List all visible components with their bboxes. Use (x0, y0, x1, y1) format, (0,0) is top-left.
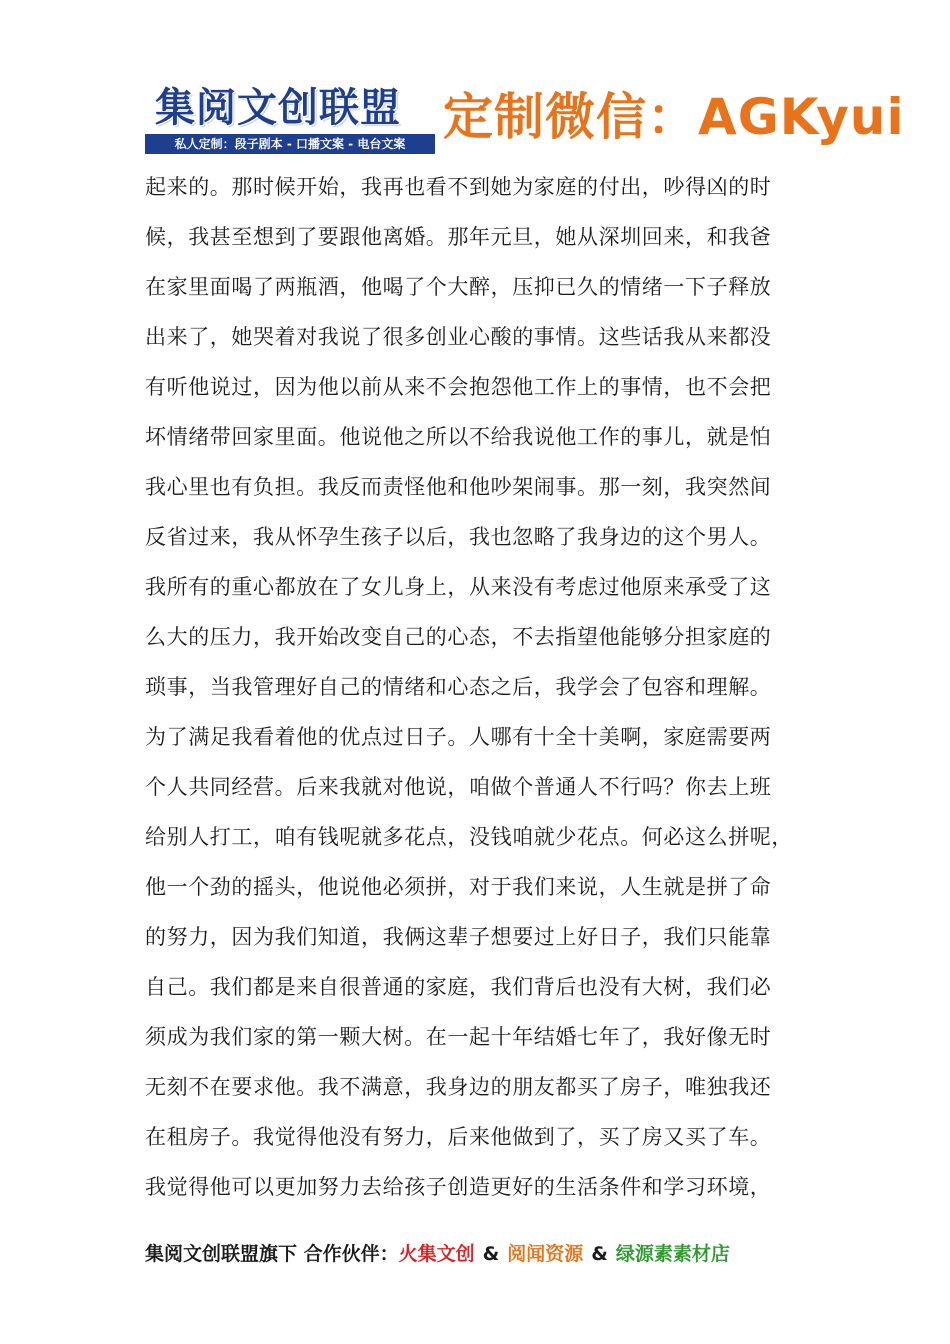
text-line: 的努力，因为我们知道，我俩这辈子想要过上好日子，我们只能靠 (145, 925, 772, 949)
text-line: 我所有的重心都放在了女儿身上，从来没有考虑过他原来承受了这 (145, 575, 772, 599)
text-line: 琐事，当我管理好自己的情绪和心态之后，我学会了包容和理解。 (145, 675, 772, 699)
text-line: 自己。我们都是来自很普通的家庭，我们背后也没有大树，我们必 (145, 975, 772, 999)
text-line: 给别人打工，咱有钱呢就多花点，没钱咱就少花点。何必这么拼呢， (145, 825, 793, 849)
partner-link-1[interactable]: 火集文创 (398, 1243, 475, 1265)
text-line: 他一个劲的摇头，他说他必须拼，对于我们来说，人生就是拼了命 (145, 875, 772, 899)
text-line: 须成为我们家的第一颗大树。在一起十年结婚七年了，我好像无时 (145, 1025, 772, 1049)
footer-ampersand: & (482, 1243, 500, 1265)
article-body (145, 162, 835, 1212)
footer-prefix: 集阅文创联盟旗下 合作伙伴： (145, 1243, 399, 1265)
text-line: 在家里面喝了两瓶酒，他喝了个大醉，压抑已久的情绪一下子释放 (145, 275, 772, 299)
partner-link-2[interactable]: 阅闻资源 (507, 1243, 584, 1265)
footer-partners (145, 1236, 845, 1272)
text-line: 出来了，她哭着对我说了很多创业心酸的事情。这些话我从来都没 (145, 325, 772, 349)
wechat-contact: 定制微信：AGKyui (443, 88, 905, 146)
logo (145, 82, 435, 154)
text-line: 么大的压力，我开始改变自己的心态，不去指望他能够分担家庭的 (145, 625, 772, 649)
text-line: 候，我甚至想到了要跟他离婚。那年元旦，她从深圳回来，和我爸 (145, 225, 772, 249)
text-line: 有听他说过，因为他以前从来不会抱怨他工作上的事情，也不会把 (145, 375, 772, 399)
text-line: 反省过来，我从怀孕生孩子以后，我也忽略了我身边的这个男人。 (145, 525, 772, 549)
logo-title: 集阅文创联盟 (155, 85, 401, 131)
text-line: 坏情绪带回家里面。他说他之所以不给我说他工作的事儿，就是怕 (145, 425, 772, 449)
text-line: 我心里也有负担。我反而责怪他和他吵架闹事。那一刻，我突然间 (145, 475, 772, 499)
text-line: 我觉得他可以更加努力去给孩子创造更好的生活条件和学习环境， (145, 1175, 772, 1199)
logo-subtitle: 私人定制：段子剧本 - 口播文案 - 电台文案 (145, 134, 435, 154)
partner-link-3[interactable]: 绿源素素材店 (615, 1243, 730, 1265)
text-line: 起来的。那时候开始，我再也看不到她为家庭的付出，吵得凶的时 (145, 175, 772, 199)
header-banner (145, 82, 905, 154)
footer-ampersand: & (591, 1243, 608, 1265)
text-line: 无刻不在要求他。我不满意，我身边的朋友都买了房子，唯独我还 (145, 1075, 772, 1099)
text-line: 个人共同经营。后来我就对他说，咱做个普通人不行吗？你去上班 (145, 775, 772, 799)
text-line: 为了满足我看着他的优点过日子。人哪有十全十美啊，家庭需要两 (145, 725, 772, 749)
text-line: 在租房子。我觉得他没有努力，后来他做到了，买了房又买了车。 (145, 1125, 772, 1149)
